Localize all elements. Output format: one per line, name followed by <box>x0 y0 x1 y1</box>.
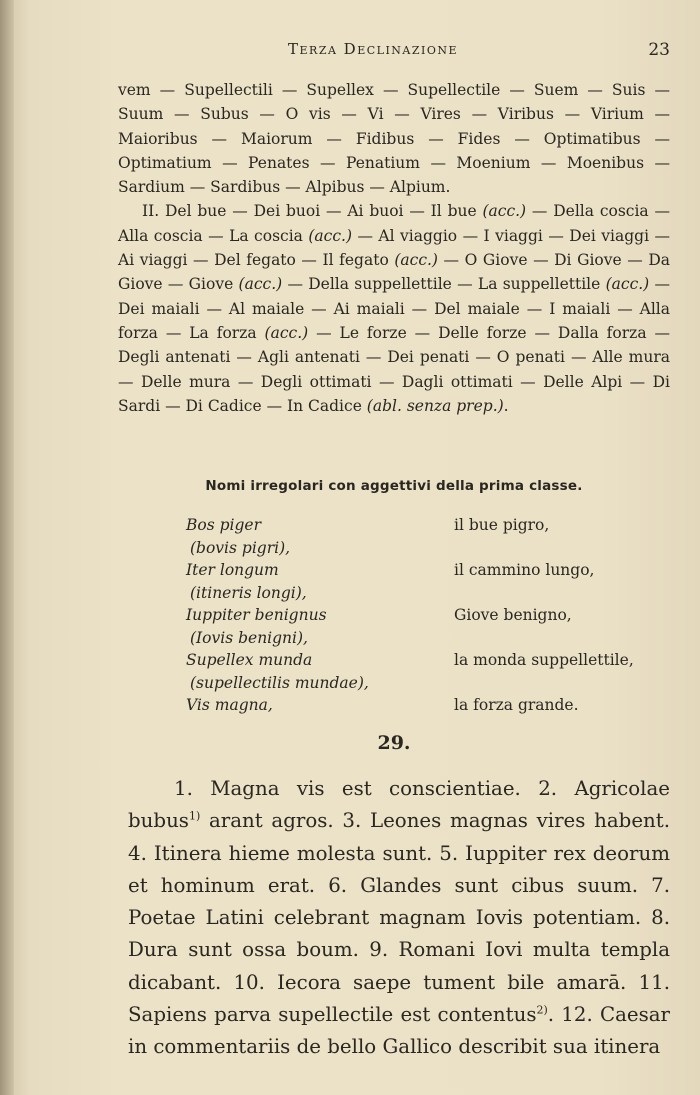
list-item <box>186 694 676 717</box>
latin-phrase <box>186 559 454 604</box>
vocab-text: — Al viaggio — I viaggi — Dei viaggi — Ai viaggi — Del fegato — Il fegato <box>118 226 671 270</box>
exercise-sentences: . 12. Caesar in commentariis de bello Gallico describit sua itinera <box>128 1003 671 1059</box>
exercise-text <box>128 773 670 1064</box>
acc-note: (acc.) <box>264 323 309 342</box>
vocab-text: — Della suppellettile — La suppellettile <box>282 275 606 294</box>
acc-note: (acc.) <box>482 202 527 221</box>
vocab-text: — Della coscia — Alla coscia — La coscia <box>118 202 670 245</box>
footnote-marker: 2) <box>536 1003 548 1017</box>
vocab-text: — O Giove — Di Giove — Da Giove — Giove <box>118 251 670 294</box>
vocab-text: . <box>503 396 509 415</box>
vocab-text: II. Del bue — Dei buoi — Ai buoi — Il bue <box>142 202 483 221</box>
abl-note: (abl. senza prep.) <box>366 396 504 415</box>
exercise-number: 29. <box>377 732 411 754</box>
latin-nominative: Supellex munda <box>186 651 313 669</box>
latin-exercise <box>128 773 670 1064</box>
italian-translation: il bue pigro, <box>454 516 550 534</box>
latin-nominative: Bos piger <box>186 516 261 534</box>
vocab-text: — Dei maiali — Al maiale — Ai maiali — Del maiale — I maiali — Alla forza — La forza <box>118 275 670 342</box>
latin-genitive: (Iovis benigni), <box>190 628 308 647</box>
section-heading: Nomi irregolari con aggettivi della prima classe. <box>205 478 583 494</box>
list-item <box>186 604 676 649</box>
noun-adjective-list <box>186 514 676 717</box>
latin-genitive: (itineris longi), <box>190 583 307 602</box>
italian-translation: la monda suppellettile, <box>454 651 634 669</box>
latin-genitive: (bovis pigri), <box>190 538 291 557</box>
vocab-paragraph-1: vem — Supellectili — Supellex — Supellectile — Suem — Suis — Suum — Subus — O vis — Vi — Vires — Viribus — Virium — Maioribus — Maiorum — Fidibus — Fides — Optimatibus — Optimatium — Penates — Penatium — Moenium — Moenibus — Sardium — Sardibus — Alpibus — Alpium. <box>118 81 670 197</box>
latin-phrase <box>186 649 454 694</box>
latin-nominative: Iter longum <box>186 561 279 579</box>
acc-note: (acc.) <box>308 226 352 245</box>
running-title: Terza Declinazione <box>288 40 459 58</box>
vocabulary-exercise <box>118 78 670 418</box>
footnote-marker: 1) <box>188 809 201 823</box>
exercise-sentences: arant agros. 3. Leones magnas vires habent. 4. Itinera hieme molesta sunt. 5. Iuppiter rex deorum et hominum erat. 6. Glandes sunt cibus suum. 7. Poetae Latini celebrant magnam Iovis potentiam. 8. Dura sunt ossa boum. 9. Romani Iovi multa templa dicabant. 10. Iecora saepe tument bile amarā. 11. Sapiens parva supellectile est contentus <box>128 809 670 1027</box>
page-number: 23 <box>648 40 670 60</box>
latin-phrase <box>186 694 454 717</box>
vocab-text: — Le forze — Delle forze — Dalla forza — Degli antenati — Agli antenati — Dei penati — O penati — Alle mura — Delle mura — Degli ottimati — Dagli ottimati — Delle Alpi — Di Sardi — Di Cadice — In Cadice <box>118 323 670 415</box>
italian-translation: la forza grande. <box>454 696 579 714</box>
latin-nominative: Iuppiter benignus <box>186 606 327 624</box>
italian-translation: il cammino lungo, <box>454 561 595 579</box>
latin-phrase <box>186 604 454 649</box>
latin-nominative: Vis magna, <box>186 696 273 714</box>
page-header <box>118 40 670 64</box>
vocab-paragraph-2 <box>118 199 670 418</box>
list-item <box>186 514 676 559</box>
acc-note: (acc.) <box>394 251 438 270</box>
list-item <box>186 559 676 604</box>
italian-translation: Giove benigno, <box>454 606 572 624</box>
acc-note: (acc.) <box>605 275 650 294</box>
latin-genitive: (supellectilis mundae), <box>190 673 369 692</box>
page-spine <box>0 0 14 1095</box>
list-item <box>186 649 676 694</box>
exercise-sentences: 1. Magna vis est conscientiae. 2. Agricolae bubus <box>128 777 670 833</box>
latin-phrase <box>186 514 454 559</box>
acc-note: (acc.) <box>238 275 283 294</box>
